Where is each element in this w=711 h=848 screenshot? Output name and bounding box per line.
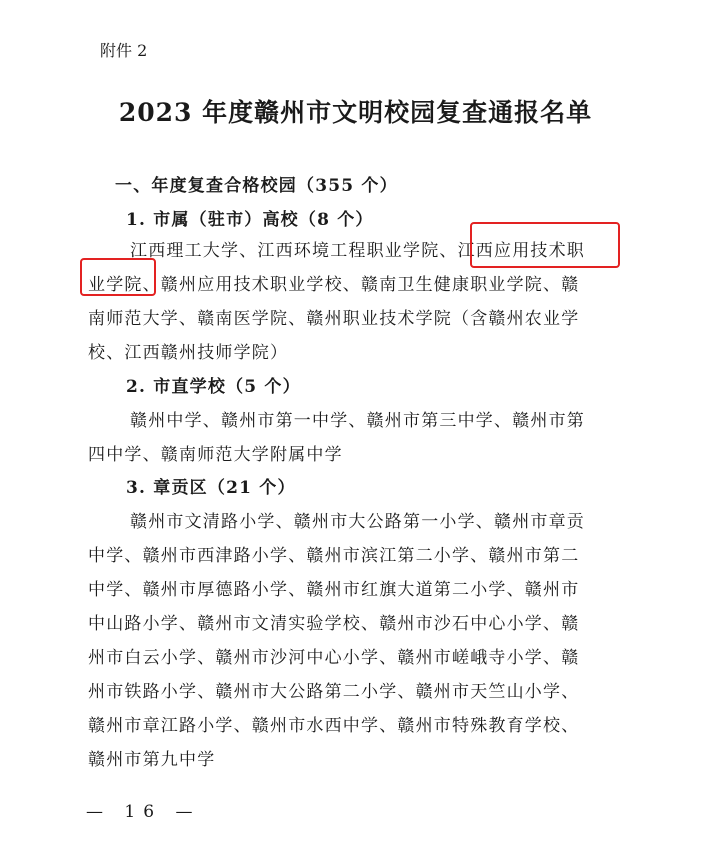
paragraph-line: 赣州市文清路小学、赣州市大公路第一小学、赣州市章贡	[130, 512, 585, 532]
highlight-box-bottom	[80, 258, 156, 296]
paragraph-line: 校、江西赣州技师学院）	[88, 343, 289, 363]
page-number: — 16 —	[86, 802, 201, 822]
highlight-box-top	[470, 222, 620, 268]
paragraph-line: 赣州中学、赣州市第一中学、赣州市第三中学、赣州市第	[130, 411, 585, 431]
document-title: 2023 年度赣州市文明校园复查通报名单	[118, 98, 593, 127]
paragraph-line: 州市铁路小学、赣州市大公路第二小学、赣州市天竺山小学、	[88, 682, 580, 702]
subsection-heading-universities: 1. 市属（驻市）高校（8 个）	[126, 210, 374, 230]
paragraph-line: 江西理工大学、江西环境工程职业学院、江西应用技术职	[130, 241, 585, 261]
paragraph-line: 四中学、赣南师范大学附属中学	[88, 445, 343, 465]
paragraph-line: 中山路小学、赣州市文清实验学校、赣州市沙石中心小学、赣	[88, 614, 580, 634]
subsection-heading-zhanggong: 3. 章贡区（21 个）	[126, 478, 296, 498]
subsection-heading-city-schools: 2. 市直学校（5 个）	[126, 377, 301, 397]
paragraph-line: 业学院、赣州应用技术职业学校、赣南卫生健康职业学院、赣	[88, 275, 580, 295]
paragraph-line: 赣州市第九中学	[88, 750, 216, 770]
paragraph-line: 南师范大学、赣南医学院、赣州职业技术学院（含赣州农业学	[88, 309, 580, 329]
paragraph-line: 中学、赣州市西津路小学、赣州市滨江第二小学、赣州市第二	[88, 546, 580, 566]
paragraph-line: 州市白云小学、赣州市沙河中心小学、赣州市嵯峨寺小学、赣	[88, 648, 580, 668]
attachment-label: 附件 2	[100, 41, 148, 60]
paragraph-line: 赣州市章江路小学、赣州市水西中学、赣州市特殊教育学校、	[88, 716, 580, 736]
paragraph-line: 中学、赣州市厚德路小学、赣州市红旗大道第二小学、赣州市	[88, 580, 580, 600]
section-heading: 一、年度复查合格校园（355 个）	[115, 176, 398, 196]
